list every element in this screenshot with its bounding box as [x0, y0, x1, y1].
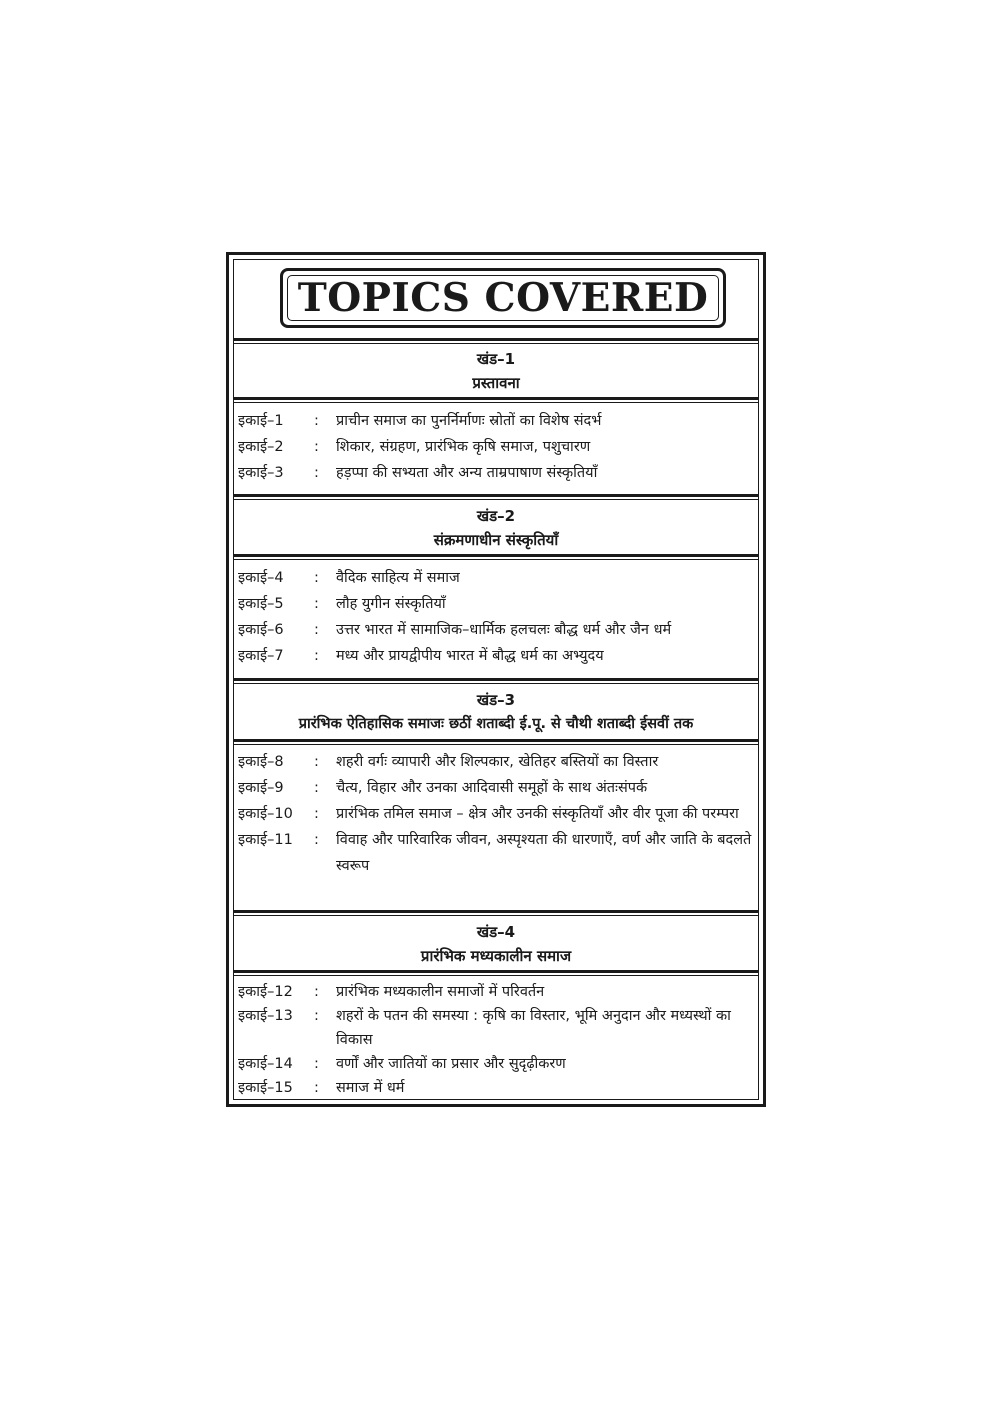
khand-number: खंड–3 [476, 691, 516, 709]
unit-item [234, 565, 758, 591]
unit-label: इकाई–7 [238, 648, 284, 664]
section-divider [234, 494, 758, 497]
unit-item [234, 408, 758, 434]
unit-label: इकाई–11 [238, 832, 293, 848]
unit-label: इकाई–14 [238, 1056, 293, 1072]
unit-item [234, 1052, 758, 1076]
unit-list [234, 565, 758, 669]
unit-title: उत्तर भारत में सामाजिक–धार्मिक हलचलः बौद्ध धर्म और जैन धर्म [336, 622, 672, 638]
unit-title: हड़प्पा की सभ्यता और अन्य ताम्रपाषाण संस्कृतियाँ [336, 465, 598, 481]
khand-title: प्रारंभिक मध्यकालीन समाज [420, 947, 572, 965]
unit-item [234, 775, 758, 801]
unit-title: चैत्य, विहार और उनका आदिवासी समूहों के साथ अंतःसंपर्क [336, 780, 648, 796]
unit-colon: : [314, 984, 319, 1000]
khand-title: प्रस्तावना [472, 374, 520, 392]
khand-heading [234, 920, 758, 968]
unit-item [234, 643, 758, 669]
unit-colon: : [314, 806, 319, 822]
unit-label: इकाई–8 [238, 754, 284, 770]
unit-label: इकाई–1 [238, 413, 284, 429]
khand-title: संक्रमणाधीन संस्कृतियाँ [433, 531, 559, 549]
topics-box-inner [233, 259, 759, 1100]
unit-list [234, 980, 758, 1100]
unit-colon: : [314, 439, 319, 455]
unit-title: प्रारंभिक तमिल समाज – क्षेत्र और उनकी संस्कृतियाँ और वीर पूजा की परम्परा [336, 806, 739, 822]
khand-heading [234, 504, 758, 552]
khand-number: खंड–4 [476, 923, 516, 941]
unit-title: शहरों के पतन की समस्या : कृषि का विस्तार, भूमि अनुदान और मध्यस्थों का विकास [336, 1008, 731, 1048]
title-inner-frame [287, 275, 719, 321]
unit-item [234, 749, 758, 775]
section-divider [234, 970, 758, 973]
unit-title: वर्णों और जातियों का प्रसार और सुदृढ़ीकरण [336, 1056, 566, 1072]
unit-label: इकाई–5 [238, 596, 284, 612]
section-divider [234, 338, 758, 341]
unit-title: प्राचीन समाज का पुनर्निर्माणः स्रोतों का विशेष संदर्भ [336, 413, 602, 429]
unit-item [234, 591, 758, 617]
page-title: TOPICS COVERED [297, 275, 709, 321]
khand-number: खंड–1 [476, 350, 516, 368]
khand-number: खंड–2 [476, 507, 516, 525]
unit-item [234, 827, 758, 879]
unit-colon: : [314, 1056, 319, 1072]
unit-label: इकाई–6 [238, 622, 284, 638]
khand-heading [234, 688, 758, 736]
khand-title: प्रारंभिक ऐतिहासिक समाजः छठीं शताब्दी ई.पू. से चौथी शताब्दी ईसवीं तक [298, 716, 694, 732]
unit-title: शहरी वर्गः व्यापारी और शिल्पकार, खेतिहर बस्तियों का विस्तार [336, 754, 659, 770]
unit-item [234, 1076, 758, 1100]
unit-colon: : [314, 780, 319, 796]
unit-label: इकाई–3 [238, 465, 284, 481]
section-divider [234, 397, 758, 400]
unit-label: इकाई–9 [238, 780, 284, 796]
khand-heading [234, 347, 758, 395]
unit-label: इकाई–13 [238, 1008, 293, 1024]
unit-colon: : [314, 465, 319, 481]
section-divider [234, 554, 758, 557]
unit-item [234, 434, 758, 460]
unit-colon: : [314, 648, 319, 664]
unit-colon: : [314, 596, 319, 612]
section-divider [234, 678, 758, 681]
unit-list [234, 749, 758, 879]
unit-label: इकाई–4 [238, 570, 284, 586]
unit-colon: : [314, 832, 319, 848]
unit-colon: : [314, 622, 319, 638]
unit-label: इकाई–2 [238, 439, 284, 455]
topics-box [226, 252, 766, 1107]
unit-item [234, 980, 758, 1004]
unit-title: लौह युगीन संस्कृतियाँ [336, 596, 446, 612]
unit-title: शिकार, संग्रहण, प्रारंभिक कृषि समाज, पशुचारण [336, 439, 591, 455]
unit-list [234, 408, 758, 486]
section-divider [234, 910, 758, 913]
unit-label: इकाई–12 [238, 984, 293, 1000]
unit-item [234, 460, 758, 486]
unit-item [234, 801, 758, 827]
unit-colon: : [314, 413, 319, 429]
unit-colon: : [314, 1008, 319, 1024]
unit-colon: : [314, 570, 319, 586]
unit-title: प्रारंभिक मध्यकालीन समाजों में परिवर्तन [336, 984, 545, 1000]
title-frame [280, 268, 726, 328]
unit-item [234, 1004, 758, 1052]
unit-label: इकाई–10 [238, 806, 293, 822]
unit-item [234, 617, 758, 643]
section-divider [234, 739, 758, 742]
unit-title: समाज में धर्म [336, 1080, 405, 1096]
unit-label: इकाई–15 [238, 1080, 293, 1096]
unit-colon: : [314, 754, 319, 770]
unit-title: विवाह और पारिवारिक जीवन, अस्पृश्यता की धारणाएँ, वर्ण और जाति के बदलते स्वरूप [336, 832, 752, 874]
unit-colon: : [314, 1080, 319, 1096]
unit-title: मध्य और प्रायद्वीपीय भारत में बौद्ध धर्म का अभ्युदय [336, 648, 604, 664]
unit-title: वैदिक साहित्य में समाज [336, 570, 460, 586]
